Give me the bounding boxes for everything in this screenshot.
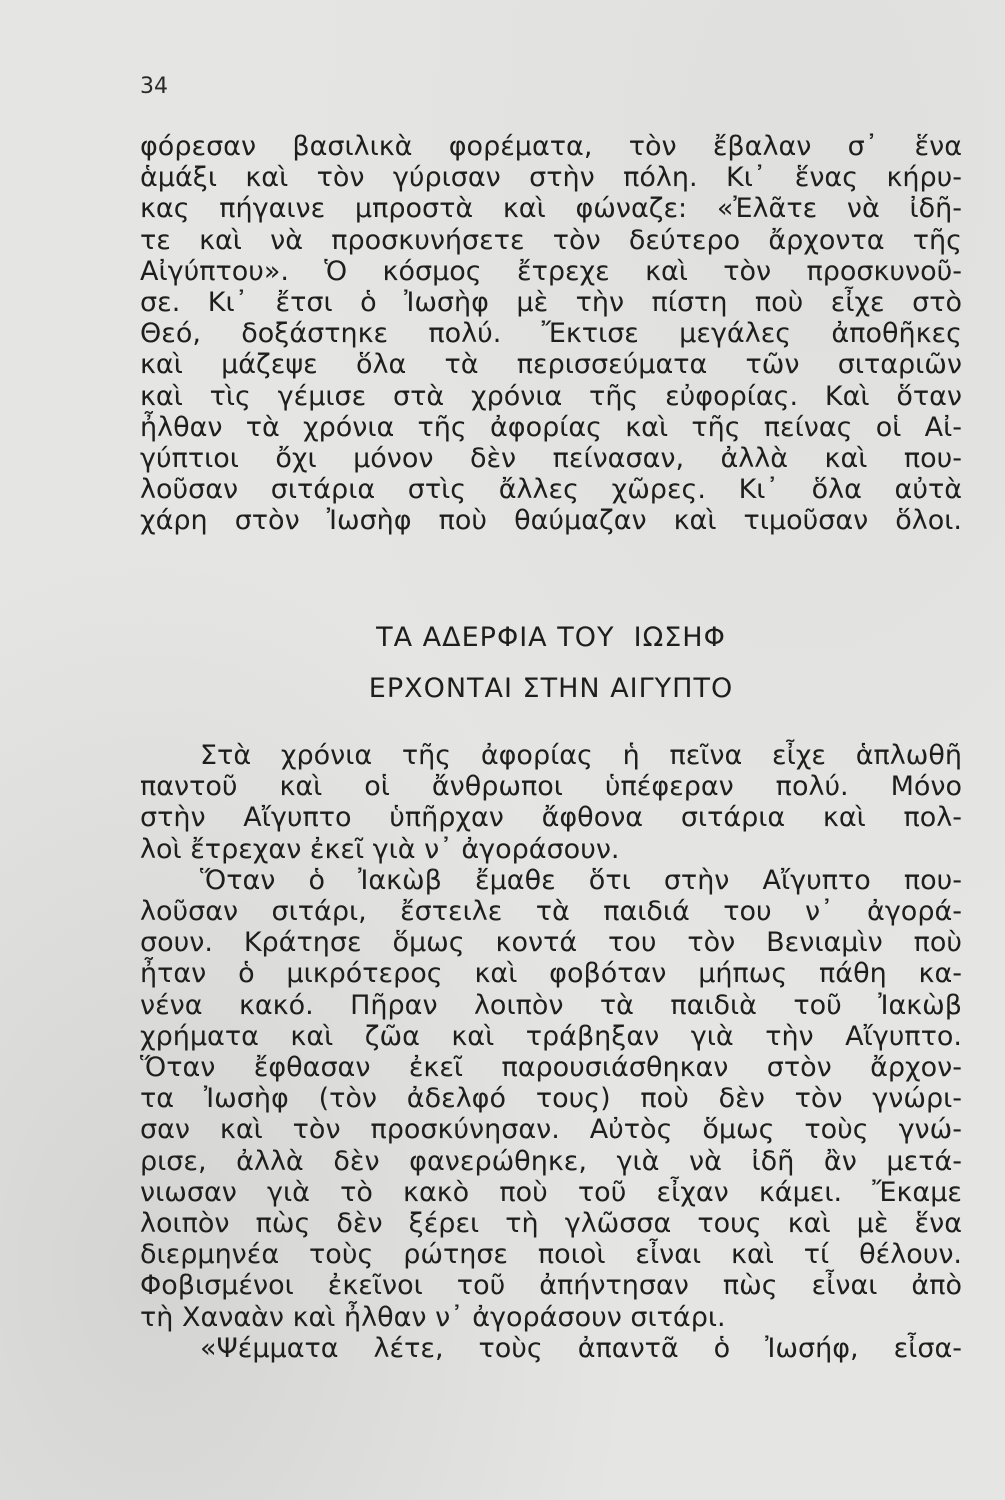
text-line: Αἰγύπτου». Ὁ κόσμος ἔτρεχε καὶ τὸν προσκυνοῦ- bbox=[140, 255, 962, 287]
text-line: χάρη στὸν Ἰωσὴφ ποὺ θαύμαζαν καὶ τιμοῦσαν ὅλοι. bbox=[140, 505, 962, 537]
chapter-body bbox=[140, 740, 962, 1364]
text-line: λοῦσαν σιτάρια στὶς ἄλλες χῶρες. Κι᾽ ὅλα αὐτὰ bbox=[140, 474, 962, 506]
text-line: νένα κακό. Πῆραν λοιπὸν τὰ παιδιὰ τοῦ Ἰακὼβ bbox=[140, 989, 962, 1021]
text-line: κας πήγαινε μπροστὰ καὶ φώναζε: «Ἐλᾶτε νὰ ἰδῆ- bbox=[140, 193, 962, 225]
text-line: καὶ μάζεψε ὅλα τὰ περισσεύματα τῶν σιταριῶν bbox=[140, 349, 962, 381]
text-line: τὴ Χαναὰν καὶ ἦλθαν ν᾽ ἀγοράσουν σιτάρι. bbox=[140, 1301, 726, 1333]
text-line: Ὅταν ἔφθασαν ἐκεῖ παρουσιάσθηκαν στὸν ἄρχον- bbox=[140, 1052, 962, 1084]
text-line: τε καὶ νὰ προσκυνήσετε τὸν δεύτερο ἄρχοντα τῆς bbox=[140, 224, 962, 256]
text-line: παντοῦ καὶ οἱ ἄνθρωποι ὑπέφεραν πολύ. Μόνο bbox=[140, 771, 962, 803]
text-line: χρήματα καὶ ζῶα καὶ τράβηξαν γιὰ τὴν Αἴγυπτο. bbox=[140, 1020, 962, 1052]
text-line: σε. Κι᾽ ἔτσι ὁ Ἰωσὴφ μὲ τὴν πίστη ποὺ εἶχε στὸ bbox=[140, 287, 962, 319]
text-line: ἦλθαν τὰ χρόνια τῆς ἀφορίας καὶ τῆς πείνας οἱ Αἰ- bbox=[140, 411, 962, 443]
text-line: λοὶ ἔτρεχαν ἐκεῖ γιὰ ν᾽ ἀγοράσουν. bbox=[140, 833, 620, 865]
chapter-heading-line-2: ΕΡΧΟΝΤΑΙ ΣΤΗΝ ΑΙΓΥΠΤΟ bbox=[368, 673, 734, 704]
text-line: Θεό, δοξάστηκε πολύ. Ἔκτισε μεγάλες ἀποθῆκες bbox=[140, 318, 962, 350]
text-line: Στὰ χρόνια τῆς ἀφορίας ἡ πεῖνα εἶχε ἁπλωθῆ bbox=[200, 740, 962, 771]
text-line: «Ψέμματα λέτε, τοὺς ἀπαντᾶ ὁ Ἰωσήφ, εἶσα- bbox=[200, 1332, 962, 1364]
paragraph-1 bbox=[140, 131, 962, 537]
text-line: τα Ἰωσὴφ (τὸν ἀδελφό τους) ποὺ δὲν τὸν γνώρι- bbox=[140, 1083, 962, 1115]
page-number: 34 bbox=[140, 74, 168, 99]
text-line: σουν. Κράτησε ὅμως κοντά του τὸν Βενιαμὶν ποὺ bbox=[140, 927, 962, 959]
chapter-heading-line-1: ΤΑ ΑΔΕΡΦΙΑ ΤΟΥ ΙΩΣΗΦ bbox=[376, 622, 726, 653]
text-line: Ὅταν ὁ Ἰακὼβ ἔμαθε ὅτι στὴν Αἴγυπτο που- bbox=[200, 864, 962, 896]
text-line: λοιπὸν πὼς δὲν ξέρει τὴ γλῶσσα τους καὶ μὲ ἕνα bbox=[140, 1208, 962, 1240]
text-line: λοῦσαν σιτάρι, ἔστειλε τὰ παιδιά του ν᾽ ἀγορά- bbox=[140, 896, 962, 928]
text-line: ἦταν ὁ μικρότερος καὶ φοβόταν μήπως πάθη κα- bbox=[140, 958, 962, 990]
text-line: στὴν Αἴγυπτο ὑπῆρχαν ἄφθονα σιτάρια καὶ πολ- bbox=[140, 802, 962, 834]
text-line: φόρεσαν βασιλικὰ φορέματα, τὸν ἔβαλαν σ᾽ ἕνα bbox=[140, 131, 962, 162]
text-line: καὶ τὶς γέμισε στὰ χρόνια τῆς εὐφορίας. Καὶ ὅταν bbox=[140, 380, 962, 412]
text-line: γύπτιοι ὄχι μόνον δὲν πείνασαν, ἀλλὰ καὶ που- bbox=[140, 443, 962, 475]
text-line: διερμηνέα τοὺς ρώτησε ποιοὶ εἶναι καὶ τί θέλουν. bbox=[140, 1239, 962, 1271]
text-line: νιωσαν γιὰ τὸ κακὸ ποὺ τοῦ εἶχαν κάμει. Ἔκαμε bbox=[140, 1176, 962, 1208]
text-line: ἁμάξι καὶ τὸν γύρισαν στὴν πόλη. Κι᾽ ἕνας κήρυ- bbox=[140, 162, 962, 194]
text-line: ρισε, ἀλλὰ δὲν φανερώθηκε, γιὰ νὰ ἰδῆ ἂν μετά- bbox=[140, 1145, 962, 1177]
text-line: Φοβισμένοι ἐκεῖνοι τοῦ ἀπήντησαν πὼς εἶναι ἀπὸ bbox=[140, 1270, 962, 1302]
text-line: σαν καὶ τὸν προσκύνησαν. Αὐτὸς ὅμως τοὺς γνώ- bbox=[140, 1114, 962, 1146]
